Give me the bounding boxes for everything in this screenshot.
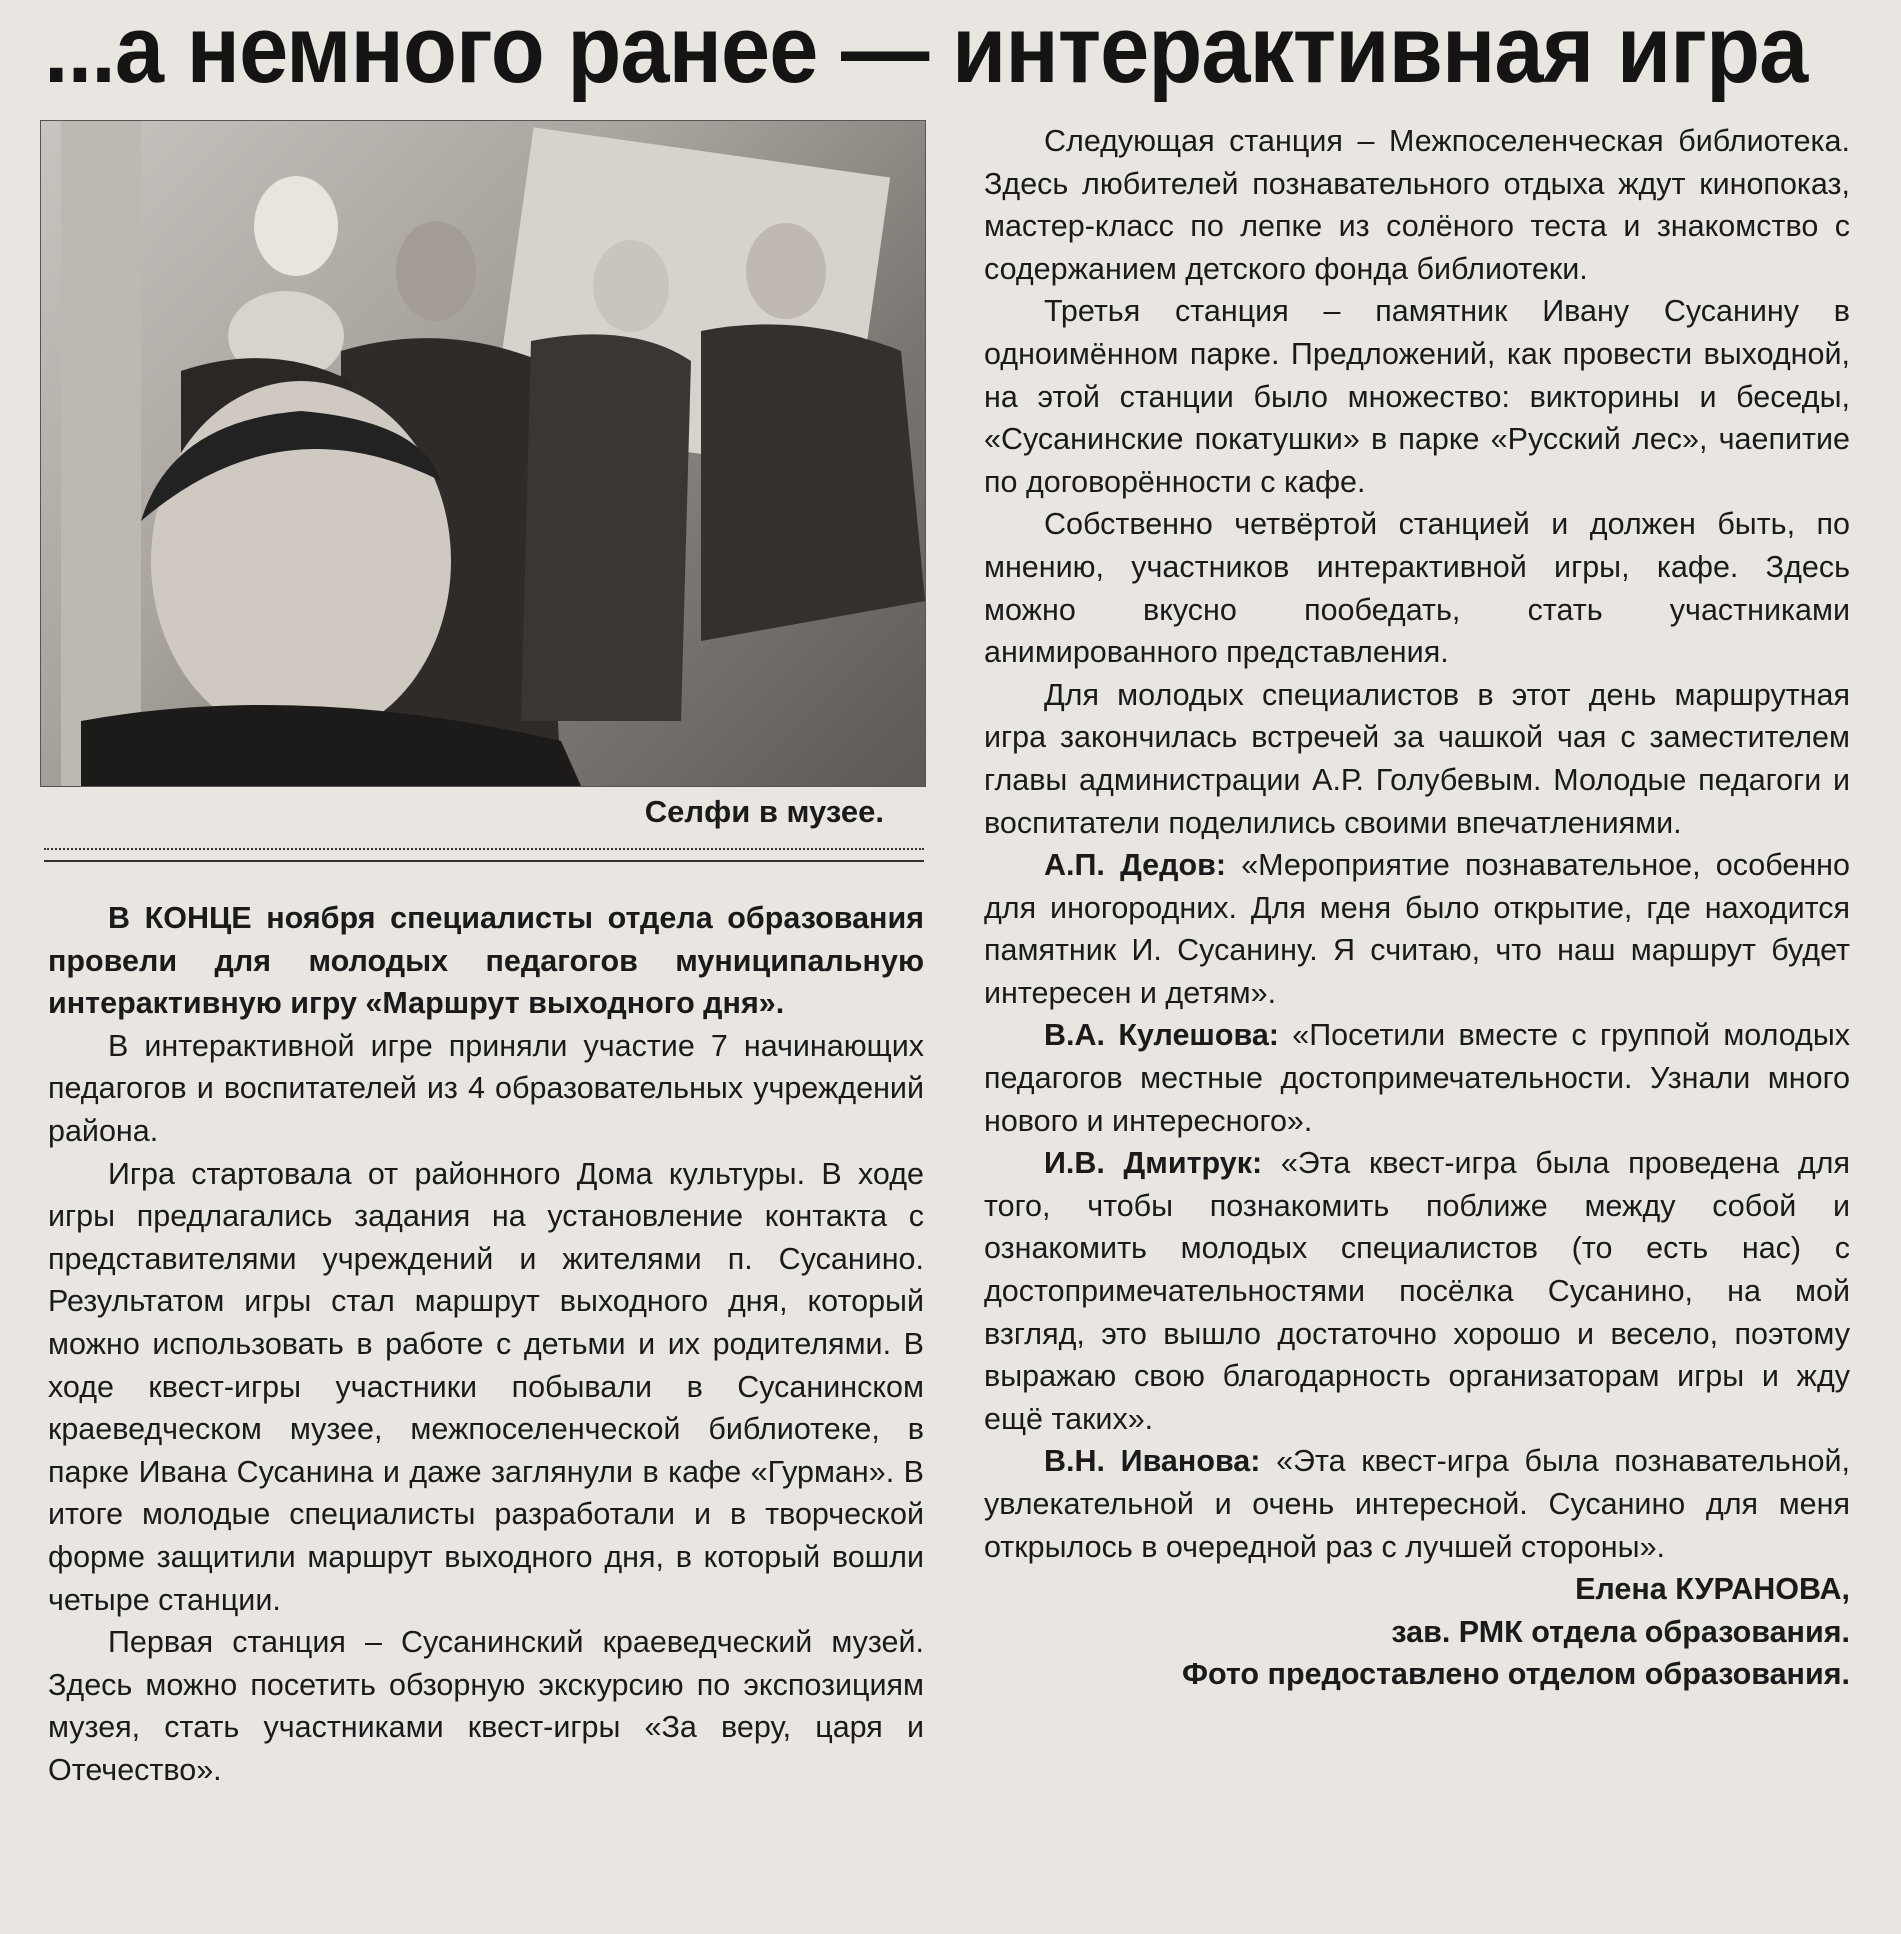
doorway-shape — [61, 121, 141, 786]
body-paragraph: Игра стартовала от районного Дома культуры. В ходе игры предлагались задания на установление контакта с представителями учреждений и жителями п. Сусанино. Результатом игры стал маршрут выходного дня, который можно использовать в работе с детьми и их родителями. В ходе квест-игры участники побывали в Сусанинском краеведческом музее, межпоселенческой библиотеке, в парке Ивана Сусанина и даже заглянули в кафе «Гурман». В итоге молодые специалисты разработали и в творческой форме защитили маршрут выходного дня, в который вошли четыре станции. — [48, 1156, 924, 1617]
body-paragraph: Первая станция – Сусанинский краеведческий музей. Здесь можно посетить обзорную экскурсию по экспозициям музея, стать участниками квест-игры «За веру, царя и Отечество». — [48, 1625, 924, 1787]
quote-author: А.П. Дедов: — [1044, 848, 1227, 883]
person-face-shape — [746, 223, 826, 319]
quote-paragraph — [984, 844, 1850, 1014]
person-face-shape — [396, 221, 476, 321]
selfie-group-illustration — [41, 121, 925, 786]
quote-paragraph — [984, 1440, 1850, 1568]
body-paragraph: Для молодых специалистов в этот день маршрутная игра закончилась встречей за чашкой чая с заместителем главы администрации А.Р. Голубевым. Молодые педагоги и воспитатели поделились своими впечатлениями. — [984, 677, 1850, 840]
article-column-right — [984, 120, 1850, 1696]
lead-paragraph: В КОНЦЕ ноября специалисты отдела образования провели для молодых педагогов муниципальную интерактивную игру «Маршрут выходного дня». — [48, 901, 924, 1021]
quote-text: «Эта квест-игра была проведена для того, чтобы познакомить поближе между собой и ознакомить молодых специалистов (то есть нас) с достопримечательностями посёлка Сусанино, на мой взгляд, это вышло достаточно хорошо и весело, поэтому выражаю свою благодарность организаторам игры и жду ещё таких». — [984, 1146, 1850, 1436]
quote-paragraph — [984, 1014, 1850, 1142]
quote-text: «Эта квест-игра была познавательной, увлекательной и очень интересной. Сусанино для меня открылось в очередной раз с лучшей стороны». — [984, 1444, 1850, 1564]
body-paragraph: Следующая станция – Межпоселенческая библиотека. Здесь любителей познавательного отдыха ждут кинопоказ, мастер-класс по лепке из солёного теста и знакомство с содержанием детского фонда библиотеки. — [984, 124, 1850, 286]
person-body-shape — [521, 334, 691, 721]
quote-paragraph — [984, 1142, 1850, 1440]
person-body-shape — [701, 324, 925, 641]
quote-text: «Посетили вместе с группой молодых педагогов местные достопримечательности. Узнали много нового и интересного». — [984, 1018, 1850, 1138]
photo-caption: Селфи в музее. — [644, 794, 884, 829]
person-face-shape — [254, 176, 338, 276]
article-photo — [40, 120, 926, 787]
author-position: зав. РМК отдела образования. — [1391, 1614, 1850, 1649]
quote-author: И.В. Дмитрук: — [1044, 1146, 1263, 1181]
body-paragraph: Собственно четвёртой станцией и должен быть, по мнению, участников интерактивной игры, кафе. Здесь можно вкусно пообедать, стать участниками анимированного представления. — [984, 507, 1850, 670]
article-headline: ...а немного ранее — интерактивная игра — [44, 0, 1808, 103]
photo-credit: Фото предоставлено отделом образования. — [1181, 1657, 1850, 1692]
body-paragraph: Третья станция – памятник Ивану Сусанину в одноимённом парке. Предложений, как провести выходной, на этой станции было множество: викторины и беседы, «Сусанинские покатушки» в парке «Русский лес», чаепитие по договорённости с кафе. — [984, 294, 1850, 499]
person-face-shape — [593, 240, 669, 332]
body-paragraph: В интерактивной игре приняли участие 7 начинающих педагогов и воспитателей из 4 образовательных учреждений района. — [48, 1028, 924, 1148]
quote-text: «Мероприятие познавательное, особенно для иногородних. Для меня было открытие, где находится памятник И. Сусанину. Я считаю, что наш маршрут будет интересен и детям». — [984, 848, 1850, 1010]
author-signature: Елена КУРАНОВА, — [1575, 1572, 1850, 1607]
quote-author: В.А. Кулешова: — [1044, 1018, 1279, 1053]
quote-author: В.Н. Иванова: — [1044, 1444, 1261, 1479]
caption-divider — [44, 848, 924, 862]
article-column-left — [48, 897, 924, 1791]
